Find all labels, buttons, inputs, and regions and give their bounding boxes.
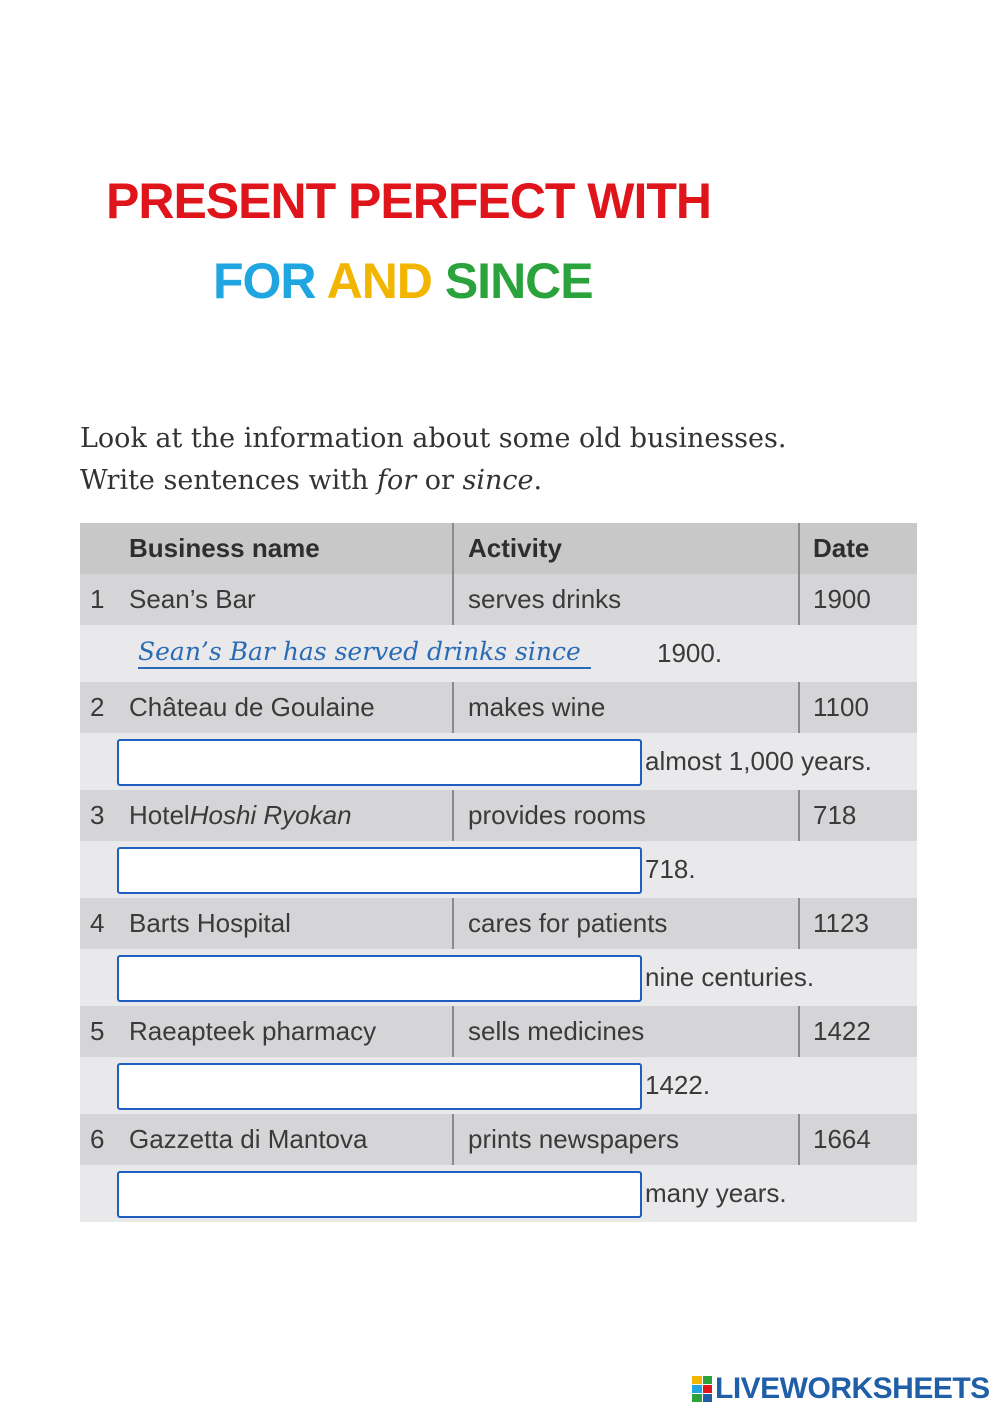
column-divider	[798, 574, 800, 625]
column-divider	[798, 898, 800, 949]
answer-row	[80, 733, 917, 790]
business-name: Gazzetta di Mantova	[129, 1124, 368, 1154]
answer-input-4[interactable]	[117, 955, 642, 1002]
column-divider	[798, 1006, 800, 1057]
business-name	[129, 790, 352, 841]
business-date: 1123	[813, 908, 869, 938]
header-activity: Activity	[468, 533, 562, 563]
business-activity: prints newspapers	[468, 1124, 679, 1154]
business-date: 1422	[813, 1016, 871, 1046]
sentence-tail: nine centuries.	[645, 962, 815, 992]
logo-text: LIVEWORKSHEETS	[715, 1372, 990, 1405]
table-row	[80, 1114, 917, 1165]
example-answer: Sean’s Bar has served drinks since	[138, 637, 591, 669]
column-divider	[452, 790, 454, 841]
logo-grid-icon	[692, 1376, 712, 1402]
column-divider	[798, 790, 800, 841]
answer-row	[80, 1165, 917, 1222]
column-divider	[452, 682, 454, 733]
business-name: Château de Goulaine	[129, 692, 375, 722]
column-divider	[452, 1006, 454, 1057]
business-activity: cares for patients	[468, 908, 668, 938]
title-since: SINCE	[444, 253, 593, 309]
table-row	[80, 682, 917, 733]
row-number: 5	[90, 1016, 105, 1046]
row-number: 6	[90, 1124, 105, 1154]
row-number: 3	[90, 800, 105, 830]
instructions-since: since	[462, 465, 534, 496]
answer-row	[80, 949, 917, 1006]
instructions-or: or	[416, 465, 463, 496]
answer-input-6[interactable]	[117, 1171, 642, 1218]
instructions-period: .	[533, 465, 543, 496]
sentence-tail: many years.	[645, 1178, 787, 1208]
table-row	[80, 790, 917, 841]
business-date: 1900	[813, 584, 871, 614]
answer-row	[80, 625, 917, 682]
instructions-for: for	[377, 465, 417, 496]
row-number: 2	[90, 692, 105, 722]
answer-input-5[interactable]	[117, 1063, 642, 1110]
instructions-line-2	[80, 460, 786, 502]
title-line-2	[213, 252, 593, 310]
title-line-1: PRESENT PERFECT WITH	[106, 173, 712, 229]
sentence-tail: 718.	[645, 854, 696, 884]
column-divider	[452, 574, 454, 625]
instructions-line-1: Look at the information about some old businesses.	[80, 423, 787, 454]
table-row	[80, 574, 917, 625]
column-divider	[452, 898, 454, 949]
title-for: FOR	[213, 253, 316, 309]
table-row	[80, 1006, 917, 1057]
header-date: Date	[813, 533, 870, 563]
column-divider	[798, 523, 800, 574]
instructions-text: Write sentences with	[80, 465, 378, 496]
table-header-row	[80, 523, 917, 574]
table-row	[80, 898, 917, 949]
sentence-tail: 1900.	[657, 638, 723, 668]
answer-row	[80, 841, 917, 898]
answer-input-2[interactable]	[117, 739, 642, 786]
column-divider	[452, 1114, 454, 1165]
business-name-prefix: Hotel	[129, 800, 190, 830]
business-activity: makes wine	[468, 692, 606, 722]
business-date: 1664	[813, 1124, 871, 1154]
business-table	[80, 523, 917, 1222]
business-date: 1100	[813, 692, 869, 722]
business-name: Raeapteek pharmacy	[129, 1016, 377, 1046]
row-number: 4	[90, 908, 105, 938]
business-name: Sean’s Bar	[129, 584, 256, 614]
business-activity: serves drinks	[468, 584, 622, 614]
business-date: 718	[813, 800, 857, 830]
instructions	[80, 418, 786, 502]
column-divider	[798, 1114, 800, 1165]
business-name-italic: Hoshi Ryokan	[189, 800, 352, 830]
title-and: AND	[326, 253, 432, 309]
row-number: 1	[90, 584, 105, 614]
answer-row	[80, 1057, 917, 1114]
header-business-name: Business name	[129, 533, 320, 563]
business-name: Barts Hospital	[129, 908, 291, 938]
liveworksheets-logo	[692, 1372, 990, 1406]
business-activity: sells medicines	[468, 1016, 645, 1046]
sentence-tail: almost 1,000 years.	[645, 746, 872, 776]
business-activity: provides rooms	[468, 800, 646, 830]
sentence-tail: 1422.	[645, 1070, 711, 1100]
column-divider	[798, 682, 800, 733]
column-divider	[452, 523, 454, 574]
answer-input-3[interactable]	[117, 847, 642, 894]
